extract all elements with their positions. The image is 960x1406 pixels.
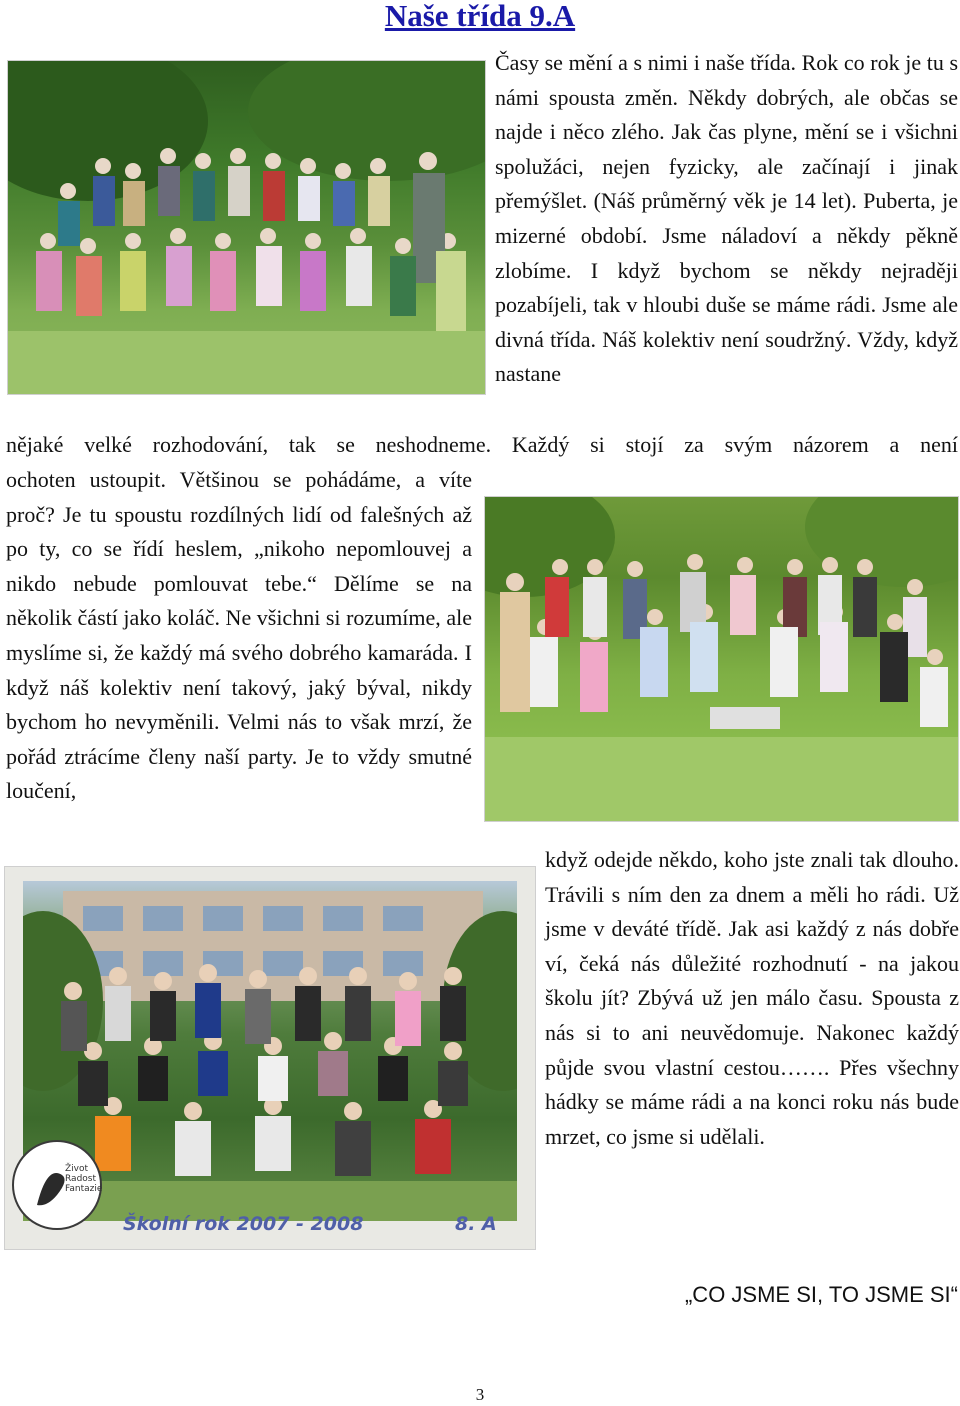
closing-paragraph: když odejde někdo, koho jste znali tak dlouho. Trávili s ním den za dnem a měli ho rádi. Už jsme v deváté třídě. Jak asi každý z nás dobře ví, čeká nás důležité rozhodnutí - na jakou školu jít? Zbývá už jen málo času. Spousta z nás si to ani neuvědomuje. Nakonec každý půjde svou vlastní cestou……. Přes všechny hádky se máme rádi a na konci roku nás bude mrzet, co jsme si udělali. — [545, 847, 959, 1149]
class-photo-1-image — [8, 61, 485, 394]
logo-text-line: Život — [65, 1164, 89, 1174]
intro-paragraph: Časy se mění a s nimi i naše třída. Rok co rok je tu s námi spousta změn. Někdy dobrých, ale občas se najde i něco zlého. Jak čas plyne, mění se i všichni spolužáci, nejen fyzicky, ale začínají i jinak přemýšlet. (Náš průměrný věk je 14 let). Puberta, je mizerné období. Jsme náladoví a někdy pěkně zlobíme. I když bychom se někdy nejraději pozabíjeli, tak v hloubi duše se máme rádi. Jsme ale divná třída. Náš kolektiv není soudržný. Vždy, když nastane — [495, 50, 958, 387]
full-width-paragraph: nějaké velké rozhodování, tak se neshodneme. Každý si stojí za svým názorem a není — [6, 432, 958, 457]
school-logo-icon — [7, 1135, 107, 1235]
class-motto: „CO JSME SI, TO JSME SI“ — [684, 1282, 958, 1307]
middle-paragraph: ochoten ustoupit. Většinou se pohádáme, a víte proč? Je tu spoustu rozdílných lidí od falešných až po ty, co se řídí heslem, „nikoho nepomlouvej a nikdo nebude pomlouvat tebe.“ Dělíme se na několik částí jako koláč. Ne všichni si rozumíme, ale myslíme si, že každý má svého dobrého kamaráda. I když náš kolektiv není takový, jaký býval, nikdy bychom ho nevyměnili. Velmi nás to však mrzí, že pořád ztrácíme členy naší party. Je to vždy smutné loučení, — [6, 467, 472, 804]
class-photo-1 — [7, 60, 486, 395]
logo-text-line: Radost — [65, 1174, 97, 1184]
class-photo-2 — [484, 496, 959, 822]
class-photo-2-image — [485, 497, 958, 821]
logo-text-line: Fantazie — [65, 1184, 103, 1194]
page-number: 3 — [475, 1385, 485, 1404]
class-label: 8. A — [455, 1213, 497, 1235]
class-photo-3 — [4, 866, 536, 1250]
page-title: Naše třída 9.A — [384, 0, 576, 33]
school-year-caption: Školní rok 2007 - 2008 — [123, 1213, 364, 1235]
